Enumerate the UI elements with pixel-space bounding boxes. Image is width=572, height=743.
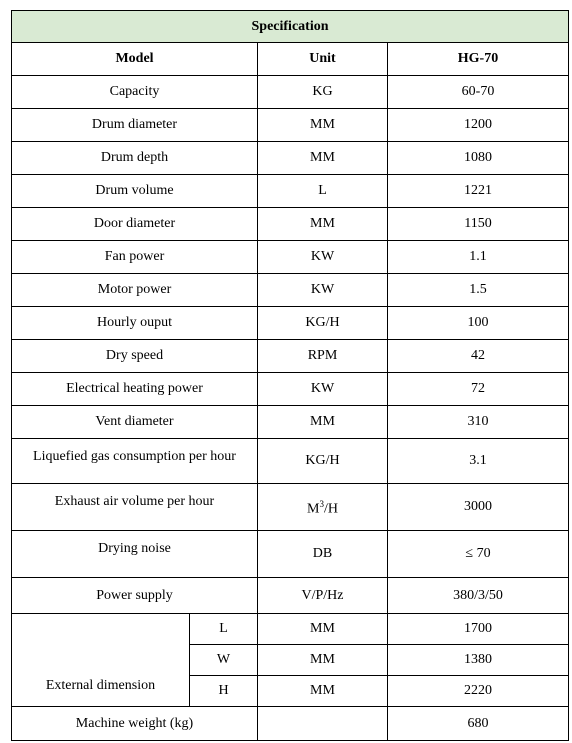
unit-base: M — [307, 501, 320, 517]
table-row — [12, 614, 569, 645]
dim-unit: MM — [258, 676, 388, 707]
dim-axis: H — [190, 676, 258, 707]
dim-unit: MM — [258, 645, 388, 676]
header-value: HG-70 — [388, 43, 569, 76]
dim-axis: W — [190, 645, 258, 676]
row-unit: KW — [258, 241, 388, 274]
table-title: Specification — [12, 11, 569, 43]
row-label: Capacity — [12, 76, 258, 109]
row-value: 3000 — [388, 484, 569, 531]
row-label: Vent diameter — [12, 406, 258, 439]
row-unit: MM — [258, 406, 388, 439]
row-value: 1200 — [388, 109, 569, 142]
unit-superscript: 3 — [319, 499, 324, 510]
row-value: 1.1 — [388, 241, 569, 274]
table-row — [12, 340, 569, 373]
dim-value: 1700 — [388, 614, 569, 645]
row-value: 42 — [388, 340, 569, 373]
row-unit: RPM — [258, 340, 388, 373]
table-row — [12, 373, 569, 406]
row-unit: KG/H — [258, 439, 388, 484]
row-label: Machine weight (kg) — [12, 707, 258, 741]
row-value: 1080 — [388, 142, 569, 175]
table-row — [12, 76, 569, 109]
row-value: 680 — [388, 707, 569, 741]
table-row — [12, 142, 569, 175]
row-value: 60-70 — [388, 76, 569, 109]
row-value: 1150 — [388, 208, 569, 241]
row-unit — [258, 484, 388, 531]
row-unit: MM — [258, 142, 388, 175]
row-label: Power supply — [12, 578, 258, 614]
dim-value: 1380 — [388, 645, 569, 676]
row-label: Hourly ouput — [12, 307, 258, 340]
row-label: Drying noise — [12, 531, 258, 578]
row-label: Liquefied gas consumption per hour — [12, 439, 258, 484]
row-unit: V/P/Hz — [258, 578, 388, 614]
row-unit: KG — [258, 76, 388, 109]
row-value: 1221 — [388, 175, 569, 208]
row-unit: KW — [258, 274, 388, 307]
dim-axis: L — [190, 614, 258, 645]
row-value: 380/3/50 — [388, 578, 569, 614]
row-value: 72 — [388, 373, 569, 406]
table-row — [12, 484, 569, 531]
row-unit: MM — [258, 109, 388, 142]
external-dimension-label: External dimension — [12, 614, 190, 707]
table-row — [12, 307, 569, 340]
row-unit: DB — [258, 531, 388, 578]
dim-value: 2220 — [388, 676, 569, 707]
row-label: Motor power — [12, 274, 258, 307]
row-value: 100 — [388, 307, 569, 340]
table-row — [12, 241, 569, 274]
header-model: Model — [12, 43, 258, 76]
table-row — [12, 406, 569, 439]
row-unit: KW — [258, 373, 388, 406]
row-unit — [258, 707, 388, 741]
table-row — [12, 578, 569, 614]
table-row — [12, 274, 569, 307]
table-row — [12, 439, 569, 484]
row-label: Drum depth — [12, 142, 258, 175]
table-row — [12, 531, 569, 578]
row-label: Drum volume — [12, 175, 258, 208]
row-unit: L — [258, 175, 388, 208]
dim-unit: MM — [258, 614, 388, 645]
row-label: Electrical heating power — [12, 373, 258, 406]
row-label: Door diameter — [12, 208, 258, 241]
row-value: ≤ 70 — [388, 531, 569, 578]
specification-table — [11, 10, 569, 741]
unit-rest: /H — [323, 501, 338, 517]
row-unit: KG/H — [258, 307, 388, 340]
row-value: 3.1 — [388, 439, 569, 484]
table-row — [12, 707, 569, 741]
row-label: Dry speed — [12, 340, 258, 373]
table-row — [12, 175, 569, 208]
row-label: Fan power — [12, 241, 258, 274]
table-row — [12, 208, 569, 241]
row-label: Exhaust air volume per hour — [12, 484, 258, 531]
row-value: 310 — [388, 406, 569, 439]
row-label: Drum diameter — [12, 109, 258, 142]
row-unit: MM — [258, 208, 388, 241]
table-row — [12, 109, 569, 142]
header-unit: Unit — [258, 43, 388, 76]
row-value: 1.5 — [388, 274, 569, 307]
